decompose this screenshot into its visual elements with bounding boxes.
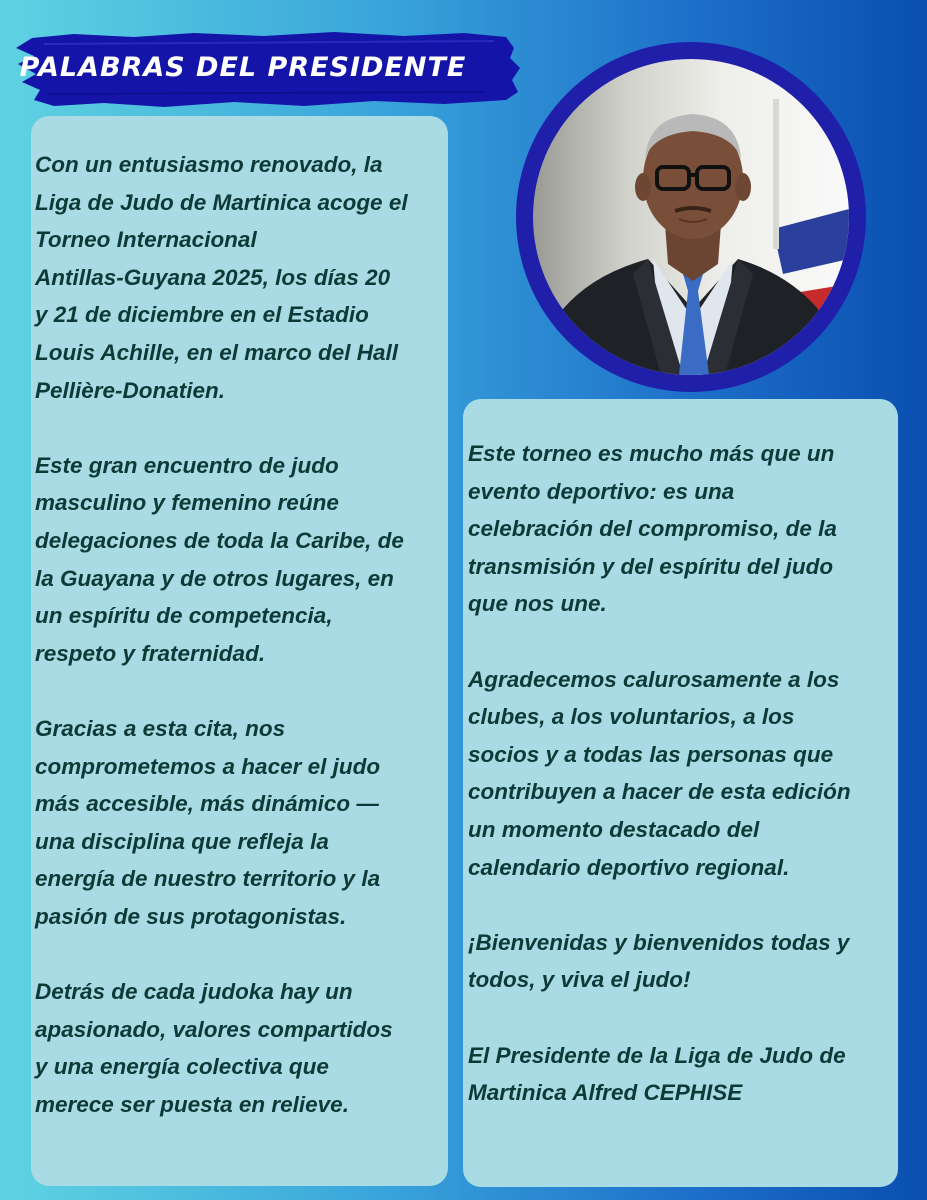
paragraph-judoka: Detrás de cada judoka hay un apasionado, valores compartidos y una energía colectiva que merece ser puesta en relieve. [35, 979, 393, 1117]
paragraph-intro: Con un entusiasmo renovado, la Liga de Judo de Martinica acoge el Torneo Internacional Antillas-Guyana 2025, los días 20 y 21 de diciembre en el Estadio Louis Achille, en el marco del Hall Pellière-Donatien. [35, 152, 408, 403]
president-portrait-icon [533, 59, 849, 375]
paragraph-signature: El Presidente de la Liga de Judo de Martinica Alfred CEPHISE [468, 1042, 846, 1106]
portrait-photo [533, 59, 849, 375]
paragraph-encounter: Este gran encuentro de judo masculino y femenino reúne delegaciones de toda la Caribe, de la Guayana y de otros lugares, en un espíritu de competencia, respeto y fraternidad. [35, 452, 404, 666]
title-banner [14, 28, 522, 108]
left-text-panel [31, 116, 448, 1186]
president-portrait [516, 42, 866, 392]
paragraph-celebration: Este torneo es mucho más que un evento deportivo: es una celebración del compromiso, de la transmisión y del espíritu del judo que nos une. [468, 441, 837, 617]
right-text-panel [463, 399, 898, 1187]
paragraph-thanks: Agradecemos calurosamente a los clubes, a los voluntarios, a los socios y a todas las personas que contribuyen a hacer de esta edición un momento destacado del calendario deportivo regional. [468, 666, 851, 880]
paragraph-commitment: Gracias a esta cita, nos comprometemos a hacer el judo más accesible, más dinámico — una disciplina que refleja la energía de nuestro territorio y la pasión de sus protagonistas. [35, 715, 381, 929]
paragraph-welcome: ¡Bienvenidas y bienvenidos todas y todos, y viva el judo! [468, 929, 850, 993]
page-title: PALABRAS DEL PRESIDENTE [19, 51, 467, 83]
